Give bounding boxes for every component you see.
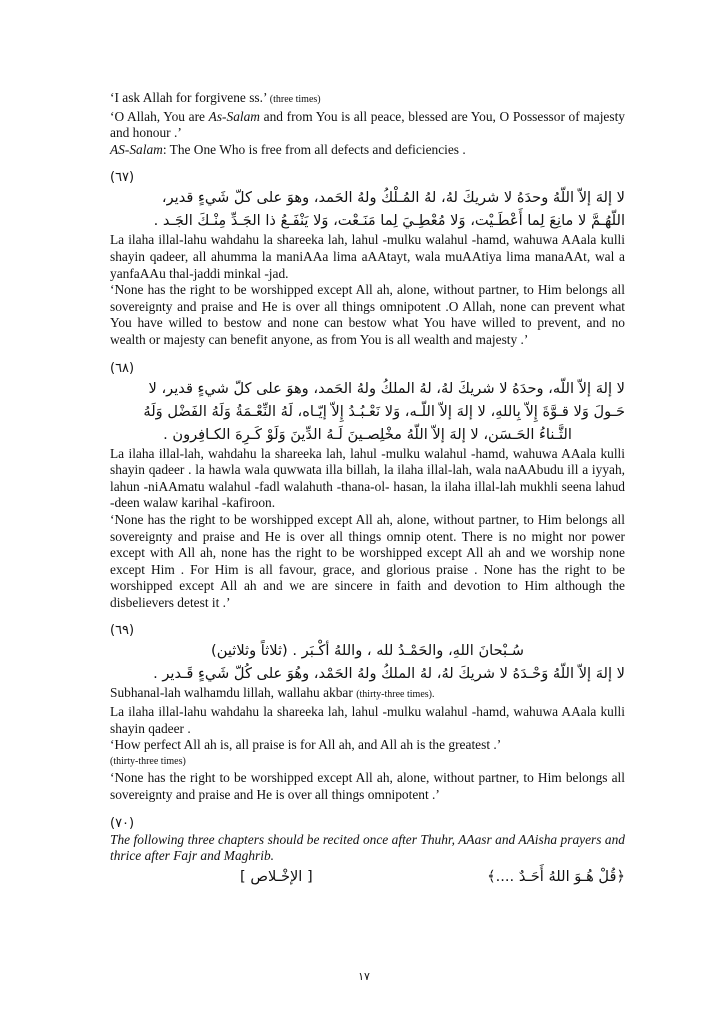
translation: ‘None has the right to be worshipped except All ah, alone, without partner, to Him belongs all sovereignty and praise and He is over all things omnip otent. There is no might nor power except with All ah, none has the right to be worshipped except All ah and we worship none except Him . For Him is all favour, grace, and glorious praise . None has the right to be worshipped except All ah and we are sincere in faith and devotion to Him although the disbelievers detest it .’ xyxy=(110,511,625,610)
as-salam-definition xyxy=(110,142,625,159)
repetition-note: (thirty-three times) xyxy=(110,755,186,767)
as-salam-text-c: and from You is all peace, blessed are You, O Possessor of majesty and honour .’ xyxy=(110,108,626,141)
as-salam-text-a: ‘O Allah, You are xyxy=(110,108,209,124)
forgiveness-note: (three times) xyxy=(269,94,321,105)
transliteration: La ilaha illal-lah, wahdahu la shareeka lah, lahul -mulku walahul -hamd, wahuwa AAala kulli shayin qadeer . la hawla wala quwwata illa billah, la ilaha illal-lah, wala naAAbudu ill a iyyah, lahun -niAAmatu walahul -fadl walahuth -thana-ol- hasan, la ilaha illal-lah mukhli seena lahud -deen walaw karihal -kafiroon. xyxy=(110,445,625,511)
section-number: (٦٨) xyxy=(110,360,135,376)
page-content xyxy=(110,90,625,888)
section-number: (٦٧) xyxy=(110,170,135,186)
section-67 xyxy=(110,170,625,348)
as-salam-term: As-Salam xyxy=(208,108,260,124)
surah-opening-verse: ﴿قُلْ هُـوَ اللهُ أَحَـدٌ ....﴾ xyxy=(487,867,625,885)
surah-name: [ الإخْـلاص ] xyxy=(240,867,313,885)
forgiveness-line xyxy=(110,90,625,109)
translation: ‘How perfect All ah is, all praise is for All ah, and All ah is the greatest .’ xyxy=(110,737,502,753)
transliteration: La ilaha illal-lahu wahdahu la shareeka lah, lahul -mulku walahul -hamd, wahuwa AAala kulli shayin qadeer, all ahumma la maniAAa lima aAAtayt, wala muAAtiya lima manaAAt, wal a yanfaAAu thal-jaddi minkal -jad. xyxy=(110,232,625,281)
as-salam-line xyxy=(110,109,625,142)
arabic-line: لا إلهَ إلاّ اللّهُ وَحْـدَهُ لا شريكَ لهُ، لهُ الملكُ ولهُ الحَمْد، وهُوَ على كُلّ شَيءٍ قَـدير . xyxy=(153,665,625,683)
section-70 xyxy=(110,816,625,888)
translation: ‘None has the right to be worshipped except All ah, alone, without partner, to Him belongs all sovereignty and praise and He is over all things omnipotent .’ xyxy=(110,770,625,803)
tasbih-transliteration xyxy=(110,685,625,704)
arabic-line: لا إلهَ إلاّ اللّه، وحدَهُ لا شريكَ لهُ، لهُ الملكُ ولهُ الحَمد، وهوَ على كلّ شيءٍ قدير، لا xyxy=(148,379,625,397)
surah-reference-line xyxy=(110,866,625,888)
translation: ‘None has the right to be worshipped except All ah, alone, without partner, to Him belongs all sovereignty and praise and He is over all things omnipotent .O Allah, none can prevent what You have willed to bestow and none can bestow what You have willed to prevent, and no wealth or majesty can benefit anyone, as from You is all wealth and majesty .’ xyxy=(110,282,625,347)
arabic-line: حَـولَ وَلا قـوَّةَ إِلاّ بِاللهِ، لا إلهَ إلاّ اللّـه، وَلا نَعْـبُـدُ إِلاّ إيّـاه، لَهُ النِّعْـمَةُ وَلَهُ الفَضْل وَلَهُ xyxy=(143,402,625,420)
section-number: (٦٩) xyxy=(110,623,135,639)
instruction-text: The following three chapters should be recited once after Thuhr, AAasr and AAisha prayers and thrice after Fajr and Maghrib. xyxy=(110,831,625,864)
intro-block xyxy=(110,90,625,158)
transliteration: La ilaha illal-lahu wahdahu la shareeka lah, lahul -mulku walahul -hamd, wahuwa AAala kulli shayin qadeer . xyxy=(110,704,625,736)
arabic-line: اللّهُـمَّ لا مانِعَ لِما أَعْطَـيْت، وَلا مُعْطِـيَ لِما مَنَـعْت، وَلا يَنْفَـعُ ذا الجَـدِّ مِنْـكَ الجَـد . xyxy=(153,212,625,230)
section-68 xyxy=(110,361,625,612)
arabic-line: لا إلهَ إلاّ اللّهُ وحدَهُ لا شريكَ لهُ، لهُ المُـلْكُ ولهُ الحَمد، وهوَ على كلّ شَيءٍ قدير، xyxy=(161,189,625,207)
arabic-line: سُـبْحانَ اللهِ، والحَمْـدُ لله ، واللهُ أكْـبَر . (ثلاثاً وثلاثين) xyxy=(211,642,524,660)
page-number: ١٧ xyxy=(358,970,370,983)
repetition-note: (thirty-three times). xyxy=(356,689,435,701)
as-salam-definition-text: : The One Who is free from all defects and deficiencies . xyxy=(162,141,466,157)
forgiveness-text: ‘I ask Allah for forgivene ss.’ xyxy=(110,90,267,105)
as-salam-definition-term: AS-Salam xyxy=(110,141,163,157)
transliteration-text: Subhanal-lah walhamdu lillah, wallahu akbar xyxy=(110,685,353,701)
section-number: (٧٠) xyxy=(110,815,135,831)
section-69 xyxy=(110,623,625,803)
arabic-line: الثَّـناءُ الحَـسَن، لا إلهَ إلاّ اللّهُ مخْلِصـينَ لَـهُ الدِّينَ وَلَوْ كَـرِهَ الكـافِرون . xyxy=(163,425,572,443)
